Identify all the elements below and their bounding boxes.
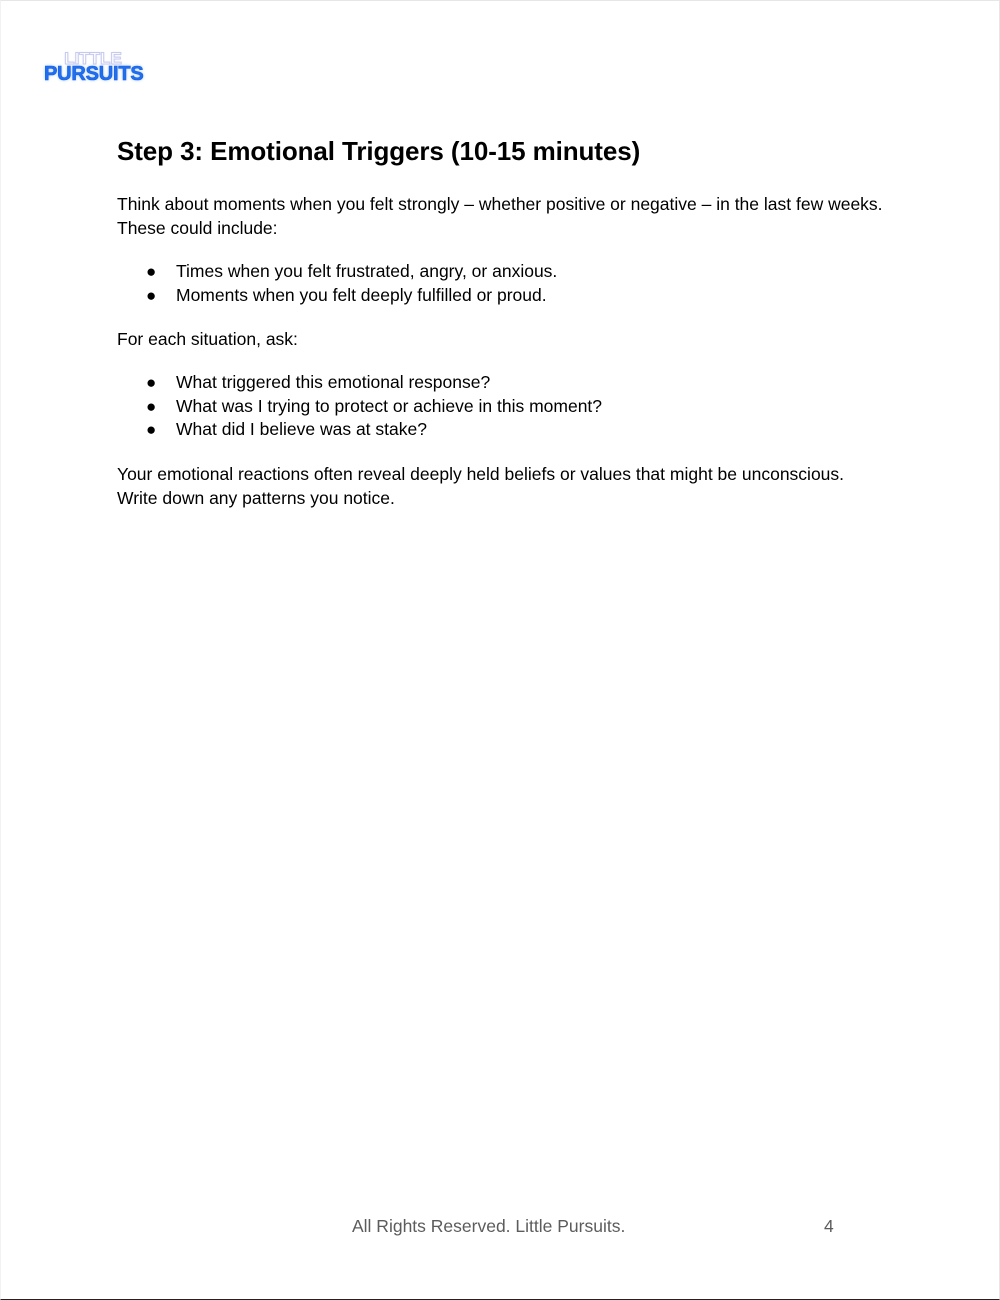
list-item xyxy=(117,395,887,419)
bullet-icon: ● xyxy=(146,396,157,416)
list-item xyxy=(117,284,887,308)
list-item-text: Times when you felt frustrated, angry, or anxious. xyxy=(176,261,558,281)
list-item xyxy=(117,371,887,395)
bullet-icon: ● xyxy=(146,262,157,281)
list-item-text: Moments when you felt deeply fulfilled or proud. xyxy=(176,284,547,305)
list-item-text: What did I believe was at stake? xyxy=(176,419,427,439)
list-item-text: What triggered this emotional response? xyxy=(176,372,491,392)
logo xyxy=(44,50,162,84)
step-heading: Step 3: Emotional Triggers (10-15 minutes) xyxy=(117,136,641,166)
reflection-questions-list xyxy=(117,371,887,442)
page-content xyxy=(117,134,887,510)
emotion-examples-list xyxy=(117,260,887,307)
page-number: 4 xyxy=(824,1216,834,1236)
footer-copyright: All Rights Reserved. Little Pursuits. xyxy=(352,1216,626,1236)
list-item xyxy=(117,260,887,284)
bullet-icon: ● xyxy=(146,285,157,305)
bullet-icon: ● xyxy=(146,420,157,439)
logo-line-pursuits: PURSUITS xyxy=(44,63,144,85)
bullet-icon: ● xyxy=(146,373,157,392)
closing-paragraph: Your emotional reactions often reveal deeply held beliefs or values that might be unconscious. Write down any patterns you notice. xyxy=(117,463,845,508)
logo-line-little: LITTLE xyxy=(64,49,122,68)
intro-paragraph: Think about moments when you felt strongly – whether positive or negative – in the last few weeks. These could include: xyxy=(117,194,883,238)
list-item-text: What was I trying to protect or achieve in this moment? xyxy=(176,395,603,416)
prompt-paragraph: For each situation, ask: xyxy=(117,329,298,349)
list-item xyxy=(117,418,887,442)
